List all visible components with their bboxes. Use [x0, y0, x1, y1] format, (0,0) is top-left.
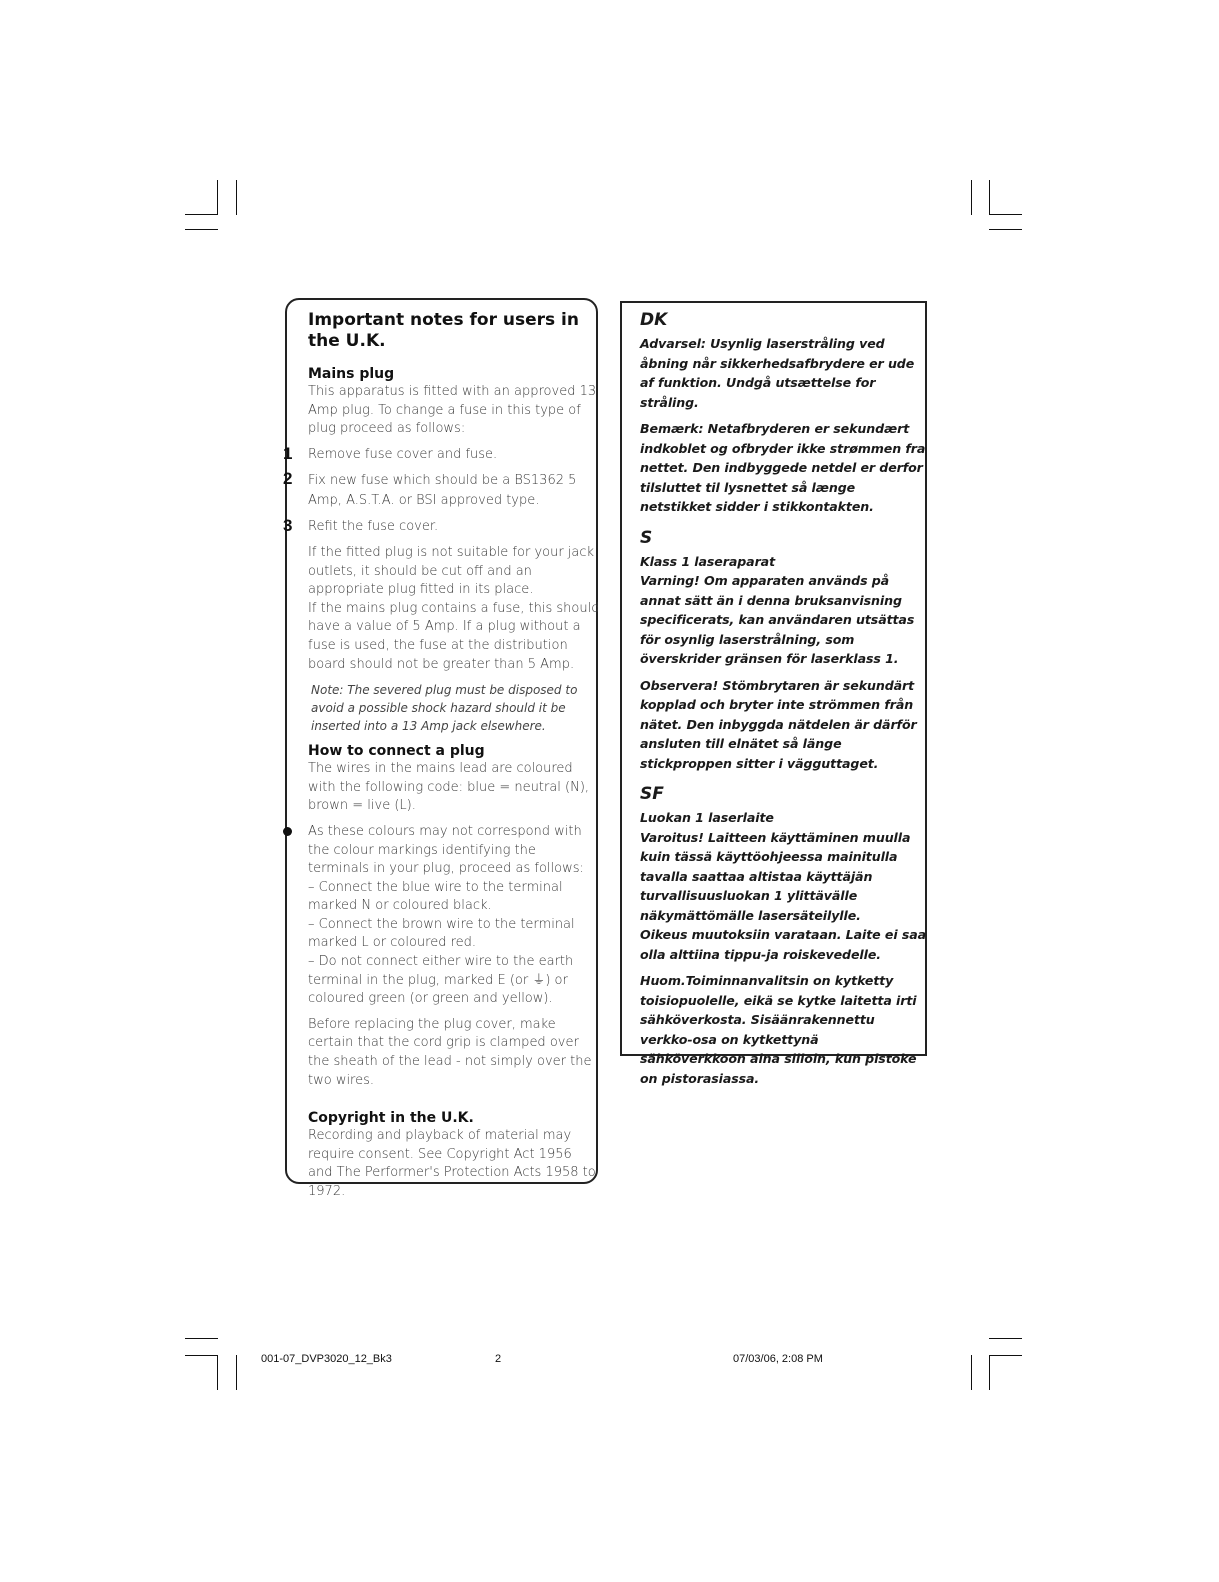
sf-changes: Oikeus muutoksiin varataan. Laite ei saa olla alttiina tippu-ja roiskevedelle.: [640, 927, 927, 962]
bullet-icon: [283, 827, 292, 836]
copyright-text: Recording and playback of material may require consent. See Copyright Act 1956 and The Performer's Protection Acts 1958 to 1972.: [308, 1128, 596, 1199]
plug-cover-paragraph: Before replacing the plug cover, make certain that the cord grip is clamped over the sheath of the lead - not simply over the two wires.: [308, 1016, 592, 1088]
dk-warning: Advarsel: Usynlig laserstråling ved åbning når sikkerhedsafbrydere er ude af funktion. Undgå utsættelse for stråling.: [640, 336, 915, 410]
crop-mark: [217, 1355, 218, 1390]
crop-mark: [989, 1338, 1022, 1339]
step-number: 2: [283, 469, 293, 489]
crop-mark: [989, 229, 1022, 230]
mains-plug-heading: Mains plug: [308, 366, 395, 382]
crop-mark: [971, 180, 972, 215]
lang-label-sf: SF: [640, 784, 664, 804]
sf-note: Huom.Toiminnanvalitsin on kytketty toisiopuolelle, eikä se kytke laitetta irti sähköverkosta. Sisäänrakennettu verkko-osa on kytkettynä sähköverkkoon aina silloin, kun pistoke on pistorasiassa.: [640, 973, 917, 1086]
footer-timestamp: 07/03/06, 2:08 PM: [733, 1353, 823, 1365]
dash-item-earth: – Do not connect either wire to the earth terminal in the plug, marked E (or ⏚) or coloured green (or green and yellow).: [308, 954, 574, 1007]
sf-laser-class: Luokan 1 laserlaite: [640, 810, 774, 825]
uk-notes-content: [283, 310, 600, 1202]
mains-plug-intro: This apparatus is fitted with an approved 13 Amp plug. To change a fuse in this type of plug proceed as follows:: [308, 384, 597, 437]
crop-mark: [217, 180, 218, 215]
uk-title: Important notes for users in the U.K.: [308, 310, 579, 351]
crop-mark: [185, 1338, 218, 1339]
dash-item-blue: – Connect the blue wire to the terminal marked N or coloured black.: [308, 879, 563, 914]
copyright-heading: Copyright in the U.K.: [308, 1110, 474, 1127]
bullet-item: [308, 823, 600, 1009]
fuse-value-paragraph: If the mains plug contains a fuse, this should have a value of 5 Amp. If a plug without a fuse is used, the fuse at the distribution board should not be greater than 5 Amp.: [308, 600, 600, 672]
s-laser-class: Klass 1 laseraparat: [640, 553, 776, 569]
wire-code-text: The wires in the mains lead are coloured with the following code: blue = neutral (N),: [308, 761, 590, 795]
crop-mark: [971, 1355, 972, 1390]
step-text: Fix new fuse which should be a BS1362 5 Amp, A.S.T.A. or BSI approved type.: [308, 473, 577, 509]
s-warning: Varning! Om apparaten används på annat sätt än i denna bruksanvisning specificerats, kan användaren utsättas för osynlig laserstrålning, som överskrider gränsen för laserklass 1.: [640, 573, 915, 666]
step-2: [283, 469, 600, 511]
step-number: 1: [283, 443, 293, 463]
dash-item-brown: – Connect the brown wire to the terminal marked L or coloured red.: [308, 916, 575, 951]
crop-mark: [185, 229, 218, 230]
crop-mark: [185, 1355, 218, 1356]
footer-page-number: 2: [495, 1353, 502, 1365]
crop-mark: [185, 214, 218, 215]
crop-mark: [989, 1355, 1022, 1356]
crop-mark: [236, 1355, 237, 1390]
step-text: Remove fuse cover and fuse.: [308, 446, 498, 462]
dk-note: Bemærk: Netafbryderen er sekundært indkoblet og ofbryder ikke strømmen fra nettet. Den indbyggede netdel er derfor tilsluttet til lysnettet så længe netstikket sidder i stikkontakten.: [640, 421, 926, 514]
lang-label-s: S: [640, 527, 653, 548]
severed-plug-note: Note: The severed plug must be disposed to avoid a possible shock hazard should it be inserted into a 13 Amp jack elsewhere.: [311, 683, 578, 734]
step-text: Refit the fuse cover.: [308, 519, 439, 535]
footer-filename: 001-07_DVP3020_12_Bk3: [261, 1353, 392, 1365]
step-1: [283, 443, 600, 465]
s-note: Observera! Stömbrytaren är sekundärt kopplad och bryter inte strömmen från nätet. Den inbyggda nätdelen är därför ansluten till elnätet så länge stickproppen sitter i vägguttaget.: [640, 677, 917, 771]
lang-label-dk: DK: [640, 310, 668, 330]
wire-code-brown: brown = live (L).: [308, 798, 416, 814]
crop-mark: [989, 214, 1022, 215]
plug-unsuitable-paragraph: If the fitted plug is not suitable for your jack outlets, it should be cut off and an appropriate plug fitted in its place.: [308, 544, 595, 598]
bullet-text: As these colours may not correspond with the colour markings identifying the terminals in your plug, proceed as follows:: [308, 823, 584, 877]
sf-warning: Varoitus! Laitteen käyttäminen muulla kuin tässä käyttöohjeessa mainitulla tavalla saattaa altistaa käyttäjän turvallisuusluokan 1 ylittävälle näkymättömälle lasersäteilylle.: [640, 829, 911, 923]
crop-mark: [236, 180, 237, 215]
crop-mark: [989, 1355, 990, 1390]
crop-mark: [989, 180, 990, 215]
step-3: [283, 516, 600, 537]
nordic-warnings-content: [640, 309, 926, 1088]
connect-plug-heading: How to connect a plug: [308, 743, 485, 760]
step-number: 3: [283, 516, 293, 536]
